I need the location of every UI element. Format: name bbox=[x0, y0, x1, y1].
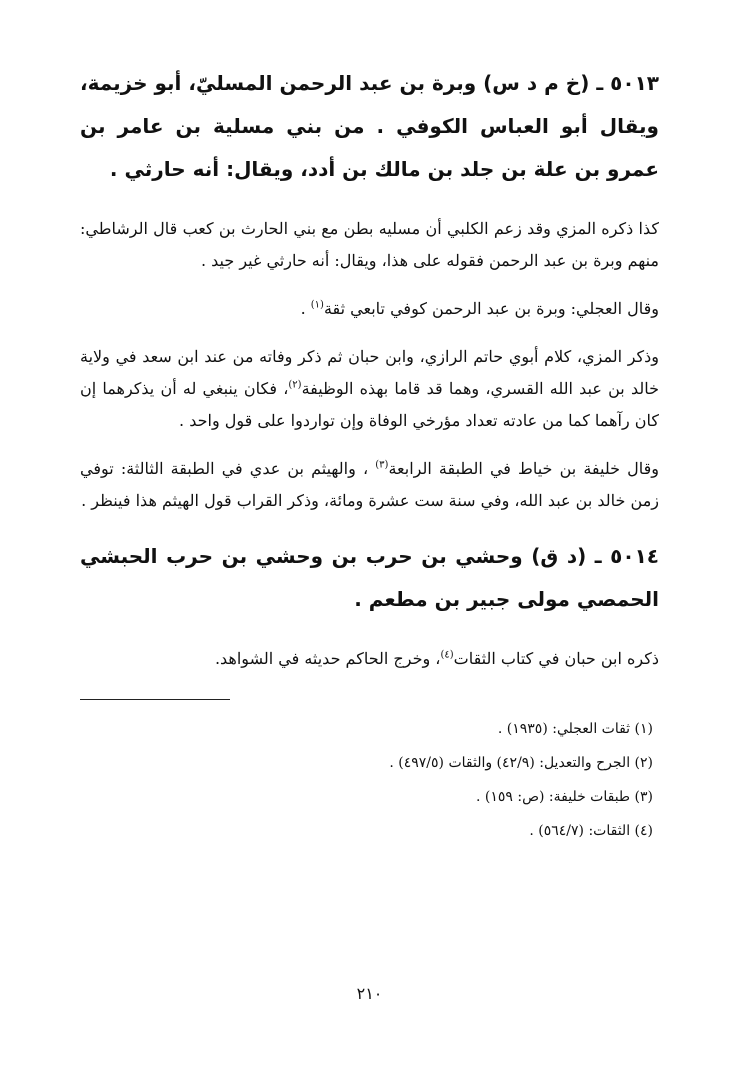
paragraph-text: وقال خليفة بن خياط في الطبقة الرابعة bbox=[388, 459, 659, 478]
paragraph-tail: ، فكان ينبغي له أن يذكرهما إن كان رآهما كما من عادته تعداد مؤرخي الوفاة وإن تواردوا على قول واحد . bbox=[80, 379, 659, 430]
footnote-item: (٢) الجرح والتعديل: (٤٢/٩) والثقات (٤٩٧/٥) . bbox=[389, 755, 653, 771]
paragraph bbox=[80, 293, 659, 325]
paragraph-tail: ، وخرج الحاكم حديثه في الشواهد. bbox=[214, 649, 441, 668]
paragraph bbox=[80, 213, 659, 277]
footnote-item: (١) ثقات العجلي: (١٩٣٥) . bbox=[497, 721, 653, 737]
paragraph bbox=[80, 453, 659, 517]
paragraph bbox=[80, 643, 659, 675]
entry-heading: ٥٠١٤ ـ (د ق) وحشي بن حرب بن وحشي بن حرب الحبشي الحمصي مولى جبير بن مطعم . bbox=[80, 544, 659, 611]
page-number: ٢١٠ bbox=[356, 984, 383, 1003]
footnote-divider bbox=[80, 699, 230, 700]
entry-5014 bbox=[80, 535, 659, 675]
entry-heading: ٥٠١٣ ـ (خ م د س) وبرة بن عبد الرحمن المسليّ، أبو خزيمة، ويقال أبو العباس الكوفي . من بني مسلية بن عامر بن عمرو بن علة بن جلد بن مالك بن أدد، ويقال: أنه حارثي . bbox=[80, 71, 659, 181]
footnote-ref[interactable]: (١) bbox=[310, 299, 324, 311]
paragraph-tail: . bbox=[300, 299, 311, 318]
footnote-ref[interactable]: (٤) bbox=[440, 649, 454, 661]
paragraph-text: وقال العجلي: وبرة بن عبد الرحمن كوفي تابعي ثقة bbox=[323, 299, 659, 318]
entry-5013 bbox=[80, 62, 659, 517]
paragraph-text: كذا ذكره المزي وقد زعم الكلبي أن مسليه بطن مع بني الحارث بن كعب قال الرشاطي: منهم وبرة بن عبد الرحمن فقوله على هذا، ويقال: أنه حارثي غير جيد . bbox=[80, 219, 659, 270]
footnote-ref[interactable]: (٣) bbox=[375, 459, 389, 471]
footnote-item: (٤) الثقات: (٥٦٤/٧) . bbox=[529, 823, 653, 839]
paragraph-tail: ، والهيثم بن عدي في الطبقة الثالثة: توفي زمن خالد بن عبد الله، وفي سنة ست عشرة ومائة، وذكر القراب قول الهيثم هذا فينظر . bbox=[80, 459, 659, 510]
footnotes-list bbox=[80, 712, 659, 848]
footnote-ref[interactable]: (٢) bbox=[288, 379, 302, 391]
paragraph bbox=[80, 341, 659, 437]
paragraph-text: وذكر المزي، كلام أبوي حاتم الرازي، وابن حبان ثم ذكر وفاته من عند ابن سعد في ولاية خالد بن عبد الله القسري، وهما قد قاما بهذه الوظيفة bbox=[80, 347, 660, 398]
footnote-item: (٣) طبقات خليفة: (ص: ١٥٩) . bbox=[475, 789, 653, 805]
paragraph-text: ذكره ابن حبان في كتاب الثقات bbox=[453, 649, 659, 668]
